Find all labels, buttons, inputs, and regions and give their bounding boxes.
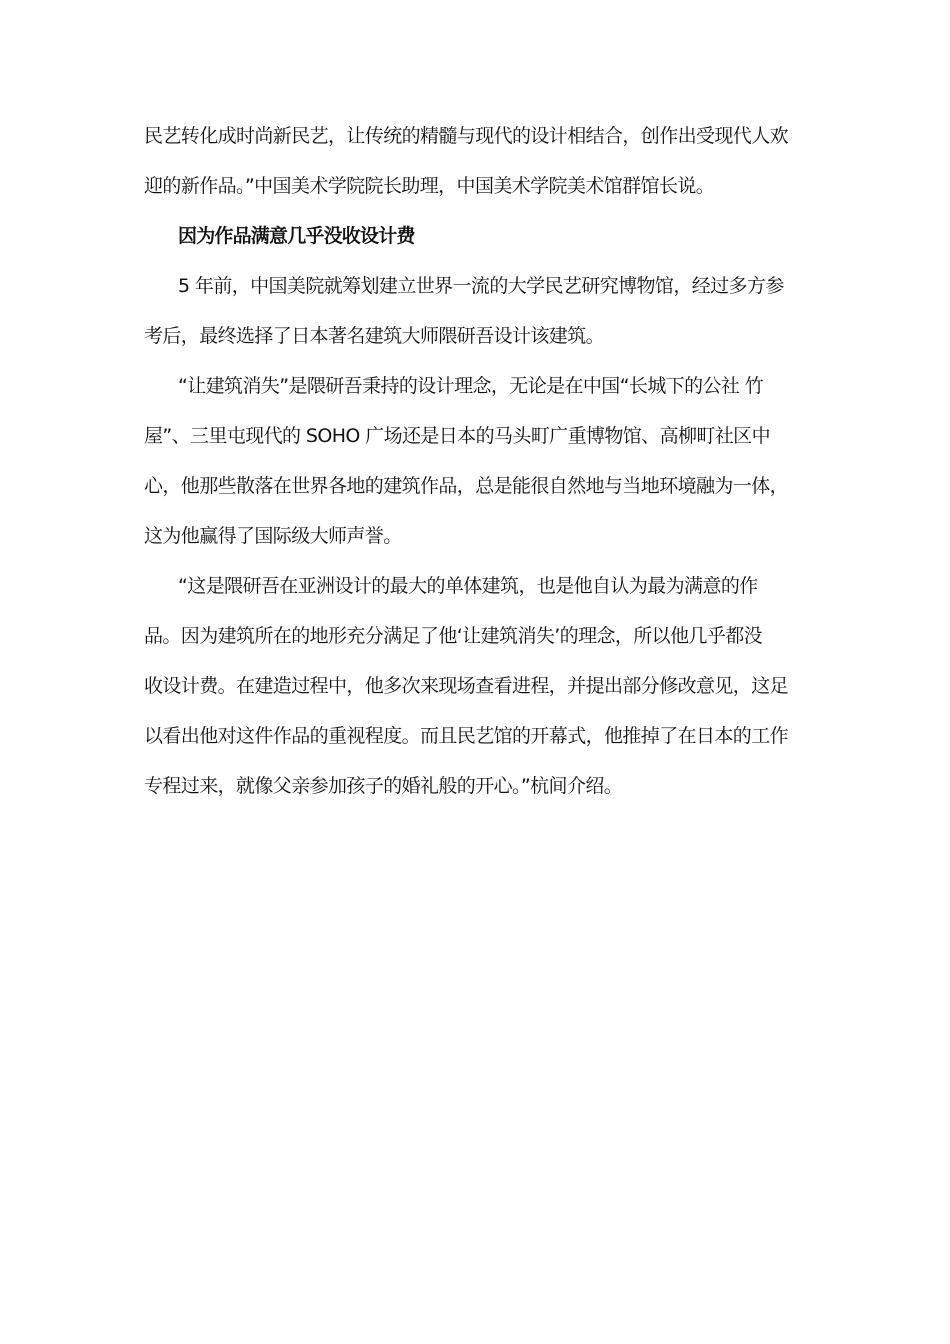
article-body [144, 118, 824, 818]
paragraph-line: 考后，最终选择了日本著名建筑大师隈研吾设计该建筑。 [144, 325, 605, 347]
paragraph-line: 民艺转化成时尚新民艺，让传统的精髓与现代的设计相结合，创作出受现代人欢 [144, 125, 789, 147]
paragraph-line: 品。因为建筑所在的地形充分满足了他‘让建筑消失’的理念，所以他几乎都没 [144, 625, 763, 647]
paragraph-line: “让建筑消失”是隈研吾秉持的设计理念，无论是在中国“长城下的公社 竹 [178, 375, 764, 397]
paragraph-line: 专程过来，就像父亲参加孩子的婚礼般的开心。”杭间介绍。 [144, 775, 623, 797]
paragraph-line: 5 年前，中国美院就筹划建立世界一流的大学民艺研究博物馆，经过多方参 [178, 275, 784, 297]
section-heading: 因为作品满意几乎没收设计费 [178, 225, 415, 247]
paragraph-line: 迎的新作品。”中国美术学院院长助理，中国美术学院美术馆群馆长说。 [144, 175, 715, 197]
paragraph-line: 屋”、三里屯现代的 SOHO 广场还是日本的马头町广重博物馆、高柳町社区中 [144, 425, 770, 447]
paragraph-line: 这为他赢得了国际级大师声誉。 [144, 525, 402, 547]
paragraph-line: 收设计费。在建造过程中，他多次来现场查看进程，并提出部分修改意见，这足 [144, 675, 789, 697]
paragraph-line: 以看出他对这件作品的重视程度。而且民艺馆的开幕式，他推掉了在日本的工作 [144, 725, 789, 747]
paragraph-line: 心，他那些散落在世界各地的建筑作品，总是能很自然地与当地环境融为一体， [144, 475, 789, 497]
paragraph-line: “这是隈研吾在亚洲设计的最大的单体建筑，也是他自认为最为满意的作 [178, 575, 758, 597]
